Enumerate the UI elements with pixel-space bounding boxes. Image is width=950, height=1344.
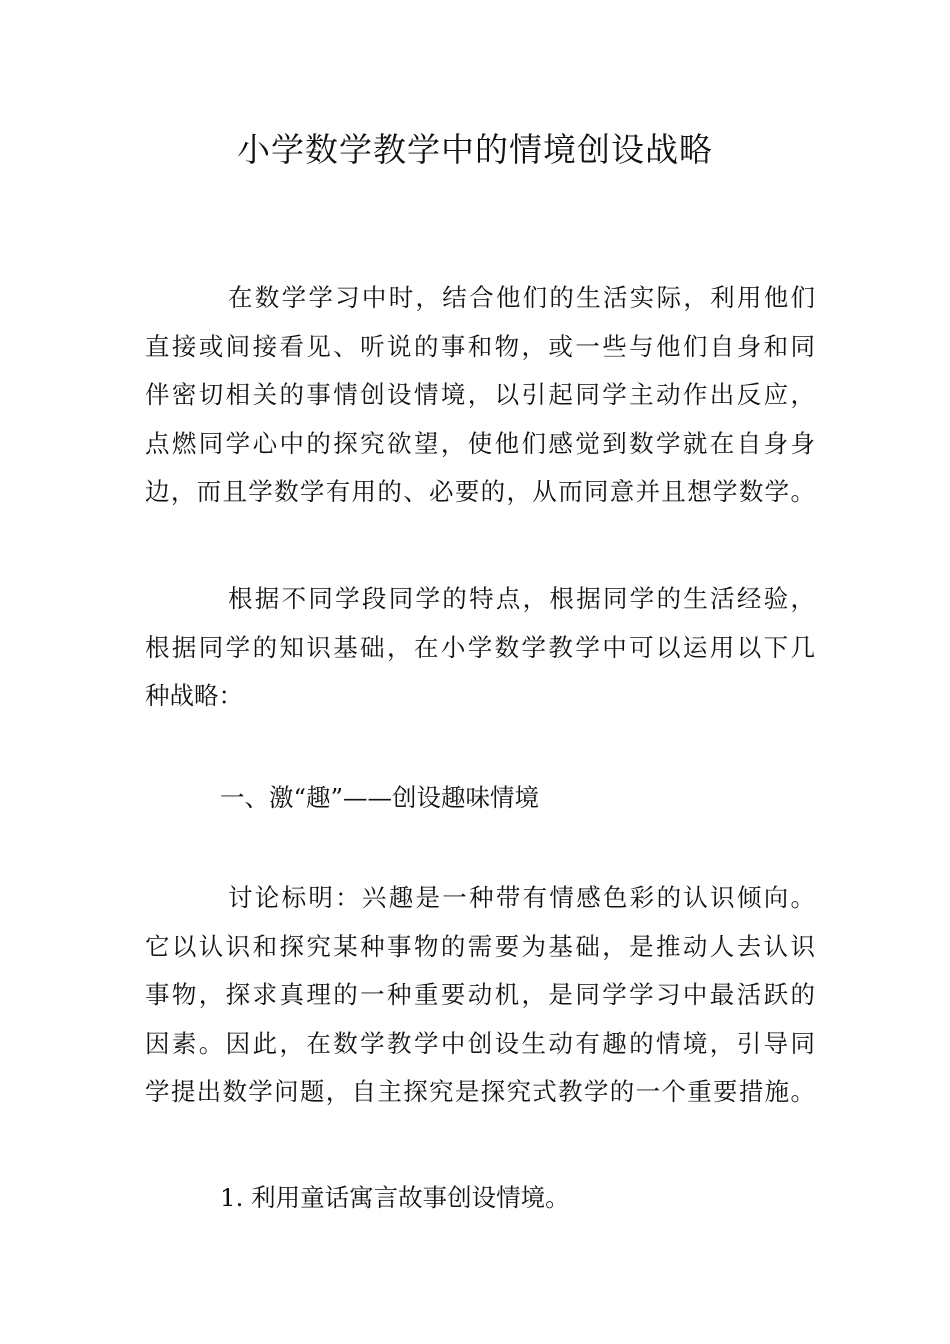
paragraph-line: 直接或间接看见、听说的事和物，或一些与他们自身和同 (145, 331, 815, 361)
document-title: 小学数学教学中的情境创设战略 (237, 130, 713, 169)
paragraph-line: 事物，探求真理的一种重要动机，是同学学习中最活跃的 (145, 980, 815, 1009)
paragraph-line: 讨论标明：兴趣是一种带有情感色彩的认识倾向。 (228, 883, 815, 912)
paragraph-strategies-intro (145, 575, 815, 721)
paragraph-line: 根据不同学段同学的特点，根据同学的生活经验， (228, 584, 815, 613)
paragraph-line: 学提出数学问题，自主探究是探究式教学的一个重要措施。 (145, 1077, 815, 1106)
paragraph-interest (145, 874, 815, 1117)
paragraph-line: 它以认识和探究某种事物的需要为基础，是推动人去认识 (145, 931, 815, 961)
paragraph-line: 根据同学的知识基础，在小学数学教学中可以运用以下几 (145, 632, 815, 662)
paragraph-line: 种战略： (145, 681, 243, 710)
paragraph-line: 在数学学习中时，结合他们的生活实际，利用他们 (228, 283, 815, 312)
paragraph-line: 伴密切相关的事情创设情境，以引起同学主动作出反应， (145, 380, 815, 409)
paragraph-line: 因素。因此，在数学教学中创设生动有趣的情境，引导同 (145, 1028, 815, 1058)
paragraph-intro (145, 274, 815, 517)
subsection-heading: 1. 利用童话寓言故事创设情境。 (220, 1183, 570, 1212)
paragraph-line: 点燃同学心中的探究欲望，使他们感觉到数学就在自身身 (145, 428, 815, 458)
paragraph-line: 边，而且学数学有用的、必要的，从而同意并且想学数学。 (145, 477, 815, 506)
section-heading: 一、激“趣”——创设趣味情境 (220, 783, 540, 812)
